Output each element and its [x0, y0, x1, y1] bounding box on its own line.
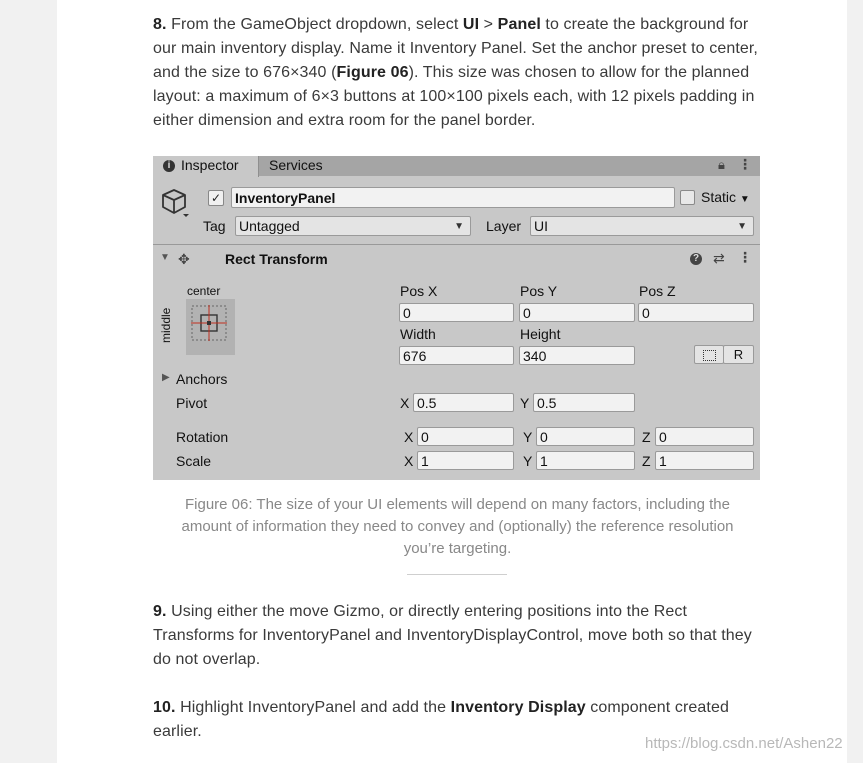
blueprint-icon: [703, 350, 716, 361]
step-8-text-a: From the GameObject dropdown, select: [166, 16, 463, 33]
lock-icon[interactable]: 🔒︎: [718, 157, 725, 172]
help-icon[interactable]: ?: [690, 253, 702, 265]
rotation-x-field[interactable]: 0: [417, 427, 514, 446]
tab-inspector[interactable]: [153, 156, 259, 177]
pos-y-field[interactable]: 0: [519, 303, 635, 322]
rotation-label: Rotation: [176, 429, 229, 445]
step-8-number: 8.: [153, 16, 167, 33]
step-8-panel: Panel: [497, 16, 541, 33]
component-menu-icon[interactable]: ⋮: [738, 249, 752, 265]
step-10-text-a: Highlight InventoryPanel and add the: [175, 699, 451, 716]
chevron-down-icon: ▼: [739, 194, 750, 205]
layer-label: Layer: [486, 218, 522, 234]
figure-caption: Figure 06: The size of your UI elements will depend on many factors, including the amount of information they need to convey and (optionally) the reference resolution you’re targeting.: [181, 496, 734, 557]
scale-z-axis: Z: [642, 453, 651, 469]
tag-label: Tag: [203, 218, 226, 234]
collapse-arrow-icon[interactable]: ▼: [160, 252, 170, 263]
rotation-y-axis: Y: [523, 429, 533, 445]
pivot-label: Pivot: [176, 395, 208, 411]
height-field[interactable]: 340: [519, 346, 635, 365]
step-8-ui: UI: [462, 16, 480, 33]
step-9-paragraph: [153, 600, 763, 672]
more-options-icon[interactable]: ⋮: [738, 156, 752, 172]
raw-edit-label: R: [733, 347, 744, 362]
info-icon: i: [163, 160, 175, 172]
chevron-down-icon: ▼: [737, 221, 747, 232]
anchor-vertical-label: middle: [159, 307, 173, 343]
scale-label: Scale: [176, 453, 212, 469]
tag-value: Untagged: [239, 218, 300, 234]
step-8-text-c: ). This size was chosen to allow for the planned layout: a maximum of 6×3 buttons at 100×100 pixels each, with 12 pixels padding in either dimension and extra room for the panel border.: [153, 64, 755, 129]
height-label: Height: [520, 326, 561, 342]
pivot-y-axis: Y: [520, 395, 530, 411]
presets-icon[interactable]: ⇄: [713, 250, 725, 266]
anchor-preset-icon: [186, 299, 235, 355]
active-checkbox[interactable]: ✓: [208, 190, 224, 206]
section-divider: [407, 574, 507, 575]
blueprint-mode-button[interactable]: [694, 345, 724, 364]
width-label: Width: [400, 326, 436, 342]
inspector-panel: [153, 156, 760, 480]
anchor-preset-button[interactable]: [186, 299, 235, 355]
pivot-x-axis: X: [400, 395, 410, 411]
tab-inspector-label: Inspector: [181, 157, 239, 173]
anchor-horizontal-label: center: [187, 284, 221, 298]
scale-y-field[interactable]: 1: [536, 451, 635, 470]
pos-z-field[interactable]: 0: [638, 303, 754, 322]
static-label: Static: [701, 189, 737, 205]
step-8-gt: >: [479, 16, 498, 33]
layer-dropdown[interactable]: [530, 216, 754, 236]
rotation-z-field[interactable]: 0: [655, 427, 754, 446]
rotation-y-field[interactable]: 0: [536, 427, 635, 446]
scale-z-field[interactable]: 1: [655, 451, 754, 470]
step-10-component: Inventory Display: [450, 699, 586, 716]
anchors-label[interactable]: Anchors: [176, 371, 228, 387]
scale-y-axis: Y: [523, 453, 533, 469]
step-9-text: Using either the move Gizmo, or directly entering positions into the Rect Transforms for InventoryPanel and InventoryDisplayControl, move both so that they do not overlap.: [153, 603, 752, 668]
step-8-text-b: to create the background for our main inventory display. Name it Inventory Panel. Set the anchor preset to center, and the size to 676×340 (: [153, 16, 758, 81]
rect-transform-icon: ✥: [178, 251, 190, 267]
pos-x-label: Pos X: [400, 283, 438, 299]
step-10-number: 10.: [153, 699, 176, 716]
raw-edit-button[interactable]: [723, 345, 754, 364]
rotation-x-axis: X: [404, 429, 414, 445]
rotation-z-axis: Z: [642, 429, 651, 445]
step-9-number: 9.: [153, 603, 167, 620]
component-title[interactable]: Rect Transform: [225, 251, 328, 267]
static-dropdown[interactable]: [701, 189, 750, 205]
expand-arrow-icon[interactable]: ▶: [162, 372, 170, 383]
object-name-field[interactable]: InventoryPanel: [231, 187, 675, 208]
pos-z-label: Pos Z: [639, 283, 676, 299]
step-10-text-b: component created earlier.: [153, 699, 729, 740]
gameobject-cube-icon: [160, 187, 190, 217]
tab-services[interactable]: Services: [269, 157, 323, 173]
pos-x-field[interactable]: 0: [399, 303, 514, 322]
watermark: https://blog.csdn.net/Ashen22: [645, 735, 843, 752]
scale-x-axis: X: [404, 453, 414, 469]
scale-x-field[interactable]: 1: [417, 451, 514, 470]
pivot-y-field[interactable]: 0.5: [533, 393, 635, 412]
pivot-x-field[interactable]: 0.5: [413, 393, 514, 412]
step-8-figure-ref: Figure 06: [336, 64, 409, 81]
chevron-down-icon: ▼: [454, 221, 464, 232]
layer-value: UI: [534, 218, 548, 234]
pos-y-label: Pos Y: [520, 283, 558, 299]
static-checkbox[interactable]: [680, 190, 695, 205]
tag-dropdown[interactable]: [235, 216, 471, 236]
divider: [153, 244, 760, 245]
step-8-paragraph: [153, 13, 763, 133]
width-field[interactable]: 676: [399, 346, 514, 365]
